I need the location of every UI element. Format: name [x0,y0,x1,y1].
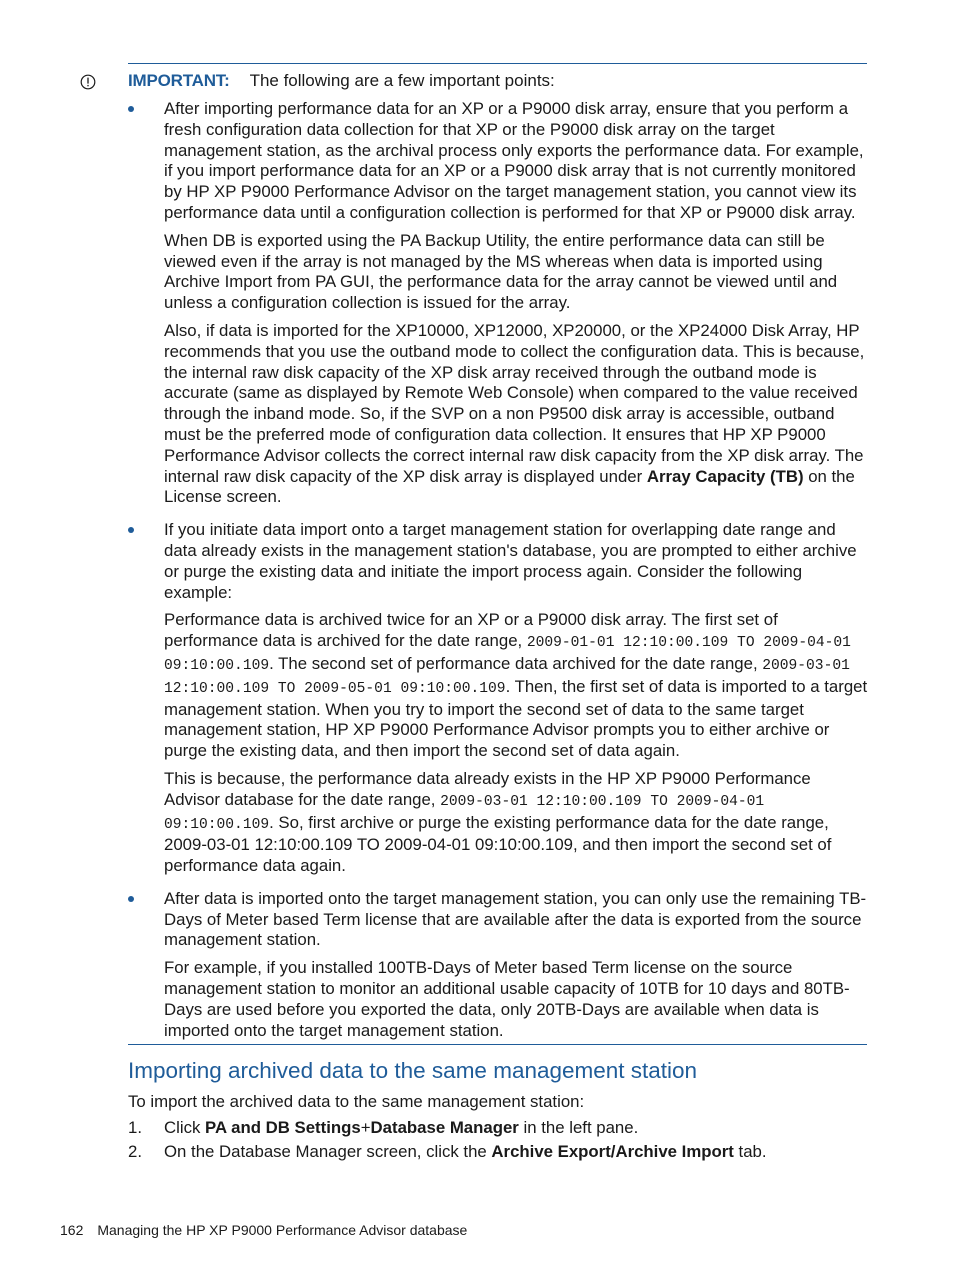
page-number: 162 [60,1222,84,1238]
step-number: 2. [128,1141,142,1161]
text-run: in the left pane. [518,1118,639,1137]
bullet-paragraph [164,520,868,603]
date-range-code: 2009-03-01 12:10:00.109 TO 2009-04-01 09:10:00.109 [164,793,765,833]
text-run: For example, if you installed 100TB-Days of Meter based Term license on the source management station to monitor an additional usable capacity of 10TB for 10 days and 80TB-Days are used before you exported the data, only 20TB-Days are available when data is imported onto the target management station. [164,958,850,1040]
important-icon [80,74,96,90]
text-run: On the Database Manager screen, click the [164,1141,492,1161]
important-intro: The following are a few important points: [249,71,555,90]
footer-title: Managing the HP XP P9000 Performance Advisor database [97,1222,468,1238]
section-intro: To import the archived data to the same management station: [128,1092,585,1111]
top-rule [128,63,867,64]
important-note-header [128,70,555,91]
date-range-code: 2009-01-01 12:10:00.109 TO 2009-04-01 09:10:00.109 [164,635,851,674]
important-label: IMPORTANT: [128,71,230,90]
text-run: After data is imported onto the target management station, you can only use the remaining TB-Days of Meter based Term license that are available after the data is exported from the source management station. [164,888,867,950]
text-run: . Then, the first set of data is imported to a target management station. When you try to import the second set of data to the same target management station, HP XP P9000 Performance Advisor prompts you to either archive or purge the existing data, and then import the second set of data again. [164,676,868,761]
bullet-item [128,99,868,508]
bullet-paragraph [164,769,868,877]
section-heading: Importing archived data to the same management station [128,1058,698,1083]
text-run: Click [164,1118,206,1137]
important-bullet-list [128,99,868,1053]
ui-term: Archive Export/Archive Import [491,1141,734,1161]
bullet-paragraph [164,889,868,951]
bullet-item [128,889,868,1042]
ui-term: Array Capacity (TB) [646,466,804,486]
bullet-paragraph [164,231,868,314]
bullet-paragraph [164,321,868,508]
text-run: After importing performance data for an XP or a P9000 disk array, ensure that you perform a fresh configuration data collection for that XP or the P9000 disk array on the target management station, as the archival process only exports the performance data. For example, if you import performance data for an XP or a P9000 disk array that is not currently monitored by HP XP P9000 Performance Advisor on the target management station, you cannot view its performance data until a configuration collection is performed for that XP or P9000 disk array. [164,99,864,222]
bullet-paragraph [164,99,868,224]
section-rule [128,1044,867,1045]
bullet-dot [128,527,134,533]
step-number: 1. [128,1118,142,1137]
text-run: on the License screen. [164,466,855,507]
procedure-step [128,1118,868,1139]
text-run: Also, if data is imported for the XP10000, XP12000, XP20000, or the XP24000 Disk Array, HP recommends that you use the outband mode to collect the configuration data. This is because, the internal raw disk capacity of the XP disk array received through the outband mode is accurate (same as displayed by Remote Web Console) when compared to the value received through the inband mode. So, if the SVP on a non P9500 disk array is accessible, outband must be the preferred mode of configuration data collection. It ensures that HP XP P9000 Performance Advisor collects the correct internal raw disk capacity from the XP disk array. The internal raw disk capacity of the XP disk array is displayed under [164,320,865,486]
text-run: . So, first archive or purge the existing performance data for the date range, 2009-03-01 12:10:00.109 TO 2009-04-01 09:10:00.109, and then import the second set of performance data again. [164,812,832,876]
procedure-step [128,1142,868,1163]
date-range-code: 2009-03-01 12:10:00.109 TO 2009-05-01 09:10:00.109 [164,657,850,697]
text-run: . The second set of performance data archived for the date range, [269,653,763,673]
bullet-dot [128,896,134,902]
text-run: + [360,1118,371,1137]
bullet-item [128,520,868,877]
text-run: tab. [733,1141,767,1161]
page-footer [60,1222,467,1238]
ui-term: PA and DB Settings [205,1118,361,1137]
text-run: Performance data is archived twice for an XP or a P9000 disk array. The first set of performance data is archived for the date range, [164,610,778,651]
text-run: When DB is exported using the PA Backup Utility, the entire performance data can still be viewed even if the array is not managed by the MS whereas when data is imported using Archive Import from PA GUI, the performance data for the array cannot be viewed until and unless a configuration collection is issued for the array. [164,230,838,313]
bullet-paragraph [164,610,868,762]
text-run: If you initiate data import onto a target management station for overlapping date range and data already exists in the management station's database, you are prompted to either archive or purge the existing data and initiate the import process again. Consider the following example: [164,520,857,602]
procedure-steps [128,1118,868,1166]
ui-term: Database Manager [370,1118,519,1137]
text-run: This is because, the performance data already exists in the HP XP P9000 Performance Advisor database for the date range, [164,768,811,809]
bullet-paragraph [164,958,868,1041]
bullet-dot [128,106,134,112]
